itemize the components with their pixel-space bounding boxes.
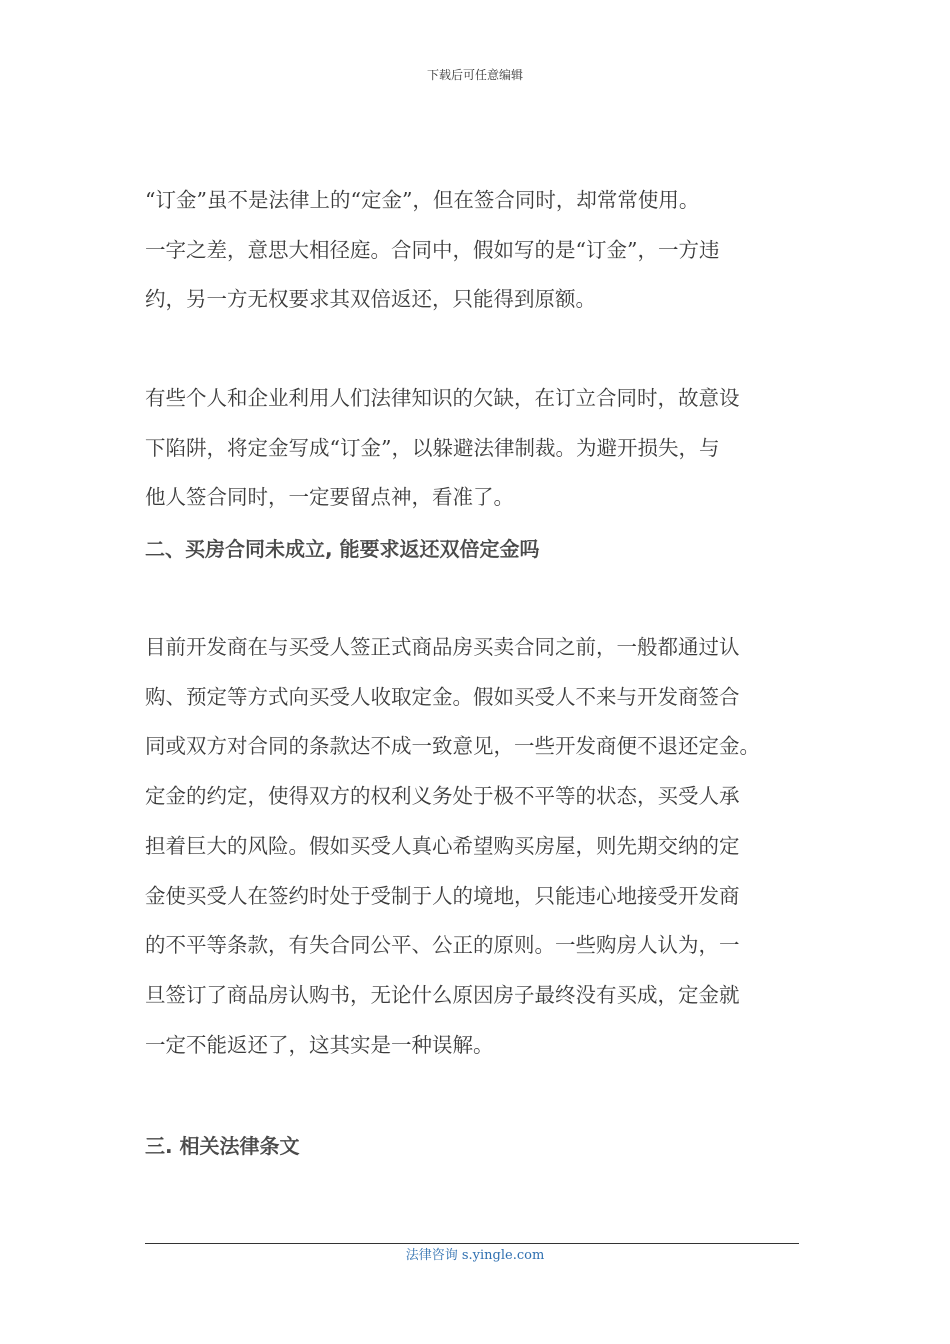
paragraph-deposit-difference: “订金”虽不是法律上的“定金”，但在签合同时，却常常使用。 一字之差，意思大相径庭。合同中，假如写的是“订金”，一方违 约，另一方无权要求其双倍返还，只能得到原额。 bbox=[145, 188, 720, 312]
footer-link[interactable]: 法律咨询 s.yingle.com bbox=[405, 1248, 545, 1263]
heading-section-3: 三. 相关法律条文 bbox=[145, 1134, 300, 1158]
page-header-note: 下载后可任意编辑 bbox=[426, 68, 523, 82]
paragraph-developer-deposit: 目前开发商在与买受人签正式商品房买卖合同之前，一般都通过认 购、预定等方式向买受人收取定金。假如买受人不来与开发商签合 同或双方对合同的条款达不成一致意见，一些开发商便不退还定金。 定金的约定，使得双方的权利义务处于极不平等的状态，买受人承 担着巨大的风险。假如买受人真心希望购买房屋，则先期交纳的定 金使买受人在签约时处于受制于人的境地，只能违心地接受开发商 的不平等条款，有失合同公平、公正的原则。一些购房人认为，一 旦签订了商品房认购书，无论什么原因房子最终没有买成，定金就 一定不能返还了，这其实是一种误解。 bbox=[145, 635, 760, 1057]
paragraph-contract-trap: 有些个人和企业利用人们法律知识的欠缺，在订立合同时，故意设 下陷阱，将定金写成“订金”，以躲避法律制裁。为避开损失，与 他人签合同时，一定要留点神，看准了。 bbox=[145, 386, 740, 510]
heading-section-2: 二、买房合同未成立, 能要求返还双倍定金吗 bbox=[145, 537, 540, 561]
footer-divider bbox=[145, 1243, 799, 1244]
